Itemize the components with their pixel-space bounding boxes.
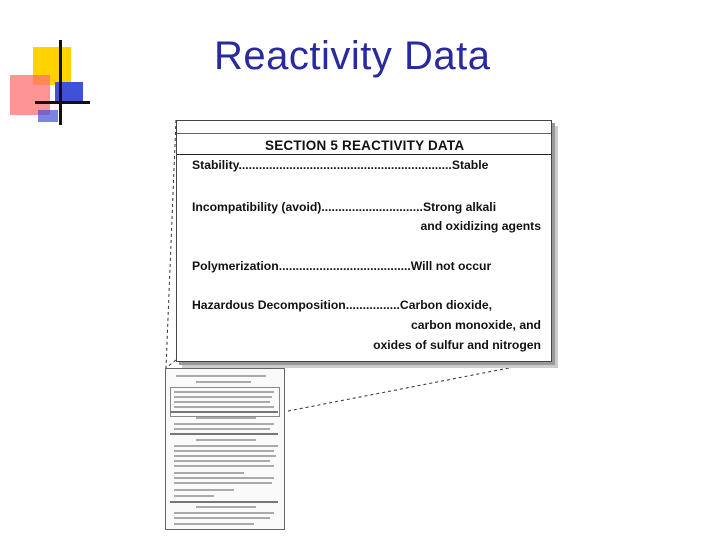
row-value: Stable xyxy=(451,158,489,172)
row-continuation: and oxidizing agents xyxy=(420,219,541,233)
msds-page-thumbnail xyxy=(165,368,285,530)
thumb-text-line xyxy=(174,477,274,479)
thumb-text-line xyxy=(174,391,274,393)
thumb-rule xyxy=(170,411,278,413)
thumb-text-line xyxy=(174,396,272,398)
row-label: Stability xyxy=(192,158,239,172)
row-label: Hazardous Decomposition xyxy=(192,298,346,312)
thumb-text-line xyxy=(174,423,274,425)
thumb-rule xyxy=(170,433,278,435)
hazardous-decomposition-row xyxy=(192,298,541,312)
thumb-text-line xyxy=(174,523,254,525)
thumb-text-line xyxy=(174,517,270,519)
thumb-text-line xyxy=(196,506,256,508)
thumb-text-line xyxy=(174,472,244,474)
row-label: Polymerization xyxy=(192,259,279,273)
row-leader-dots: ................ xyxy=(345,298,400,312)
row-leader-dots: ....................................... xyxy=(278,259,411,273)
thumb-text-line xyxy=(174,450,274,452)
section-heading-rule xyxy=(177,154,551,155)
row-leader-dots: ............................................................... xyxy=(238,158,452,172)
thumb-text-line xyxy=(174,455,276,457)
incompatibility-row xyxy=(192,200,541,214)
slide-title: Reactivity Data xyxy=(214,34,491,78)
thumb-text-line xyxy=(174,428,270,430)
thumb-text-line xyxy=(174,495,214,497)
thumb-text-line xyxy=(174,489,234,491)
row-value: Carbon dioxide, xyxy=(399,298,492,312)
polymerization-row xyxy=(192,259,541,273)
reactivity-data-document xyxy=(176,120,552,362)
row-continuation: carbon monoxide, and xyxy=(410,318,541,332)
thumb-text-line xyxy=(174,512,274,514)
row-label: Incompatibility (avoid) xyxy=(192,200,322,214)
thumb-text-line xyxy=(174,445,278,447)
thumb-text-line xyxy=(174,482,272,484)
stability-row xyxy=(192,158,541,172)
thumb-text-line xyxy=(196,417,256,419)
document-top-rule xyxy=(177,133,551,134)
row-value: Strong alkali xyxy=(422,200,497,214)
thumb-text-line xyxy=(174,406,274,408)
row-continuation: oxides of sulfur and nitrogen xyxy=(373,338,541,352)
section-heading: SECTION 5 REACTIVITY DATA xyxy=(265,138,465,153)
row-leader-dots: .............................. xyxy=(321,200,423,214)
row-value: Will not occur xyxy=(410,259,492,273)
thumb-text-line xyxy=(196,439,256,441)
thumb-text-line xyxy=(196,381,251,383)
thumb-text-line xyxy=(174,401,270,403)
thumb-text-line xyxy=(176,375,266,377)
thumb-text-line xyxy=(174,460,270,462)
thumb-rule xyxy=(170,501,278,503)
thumb-text-line xyxy=(174,465,274,467)
